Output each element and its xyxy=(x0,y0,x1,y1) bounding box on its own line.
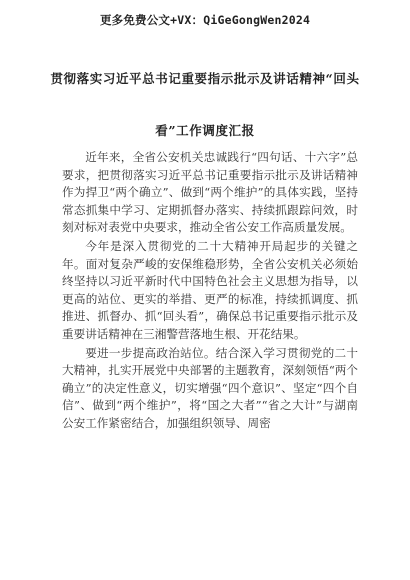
paragraph-2: 今年是深入贯彻党的二十大精神开局起步的关键之年。面对复杂严峻的安保维稳形势，全省公安机关必须始终坚持以习近平新时代中国特色社会主义思想为指导，以更高的站位、更实的举措、更严的标准，持续抓调度、抓推进、抓督办、抓“回头看”，确保总书记重要指示批示及重要讲话精神在三湘警营落地生根、开花结果。 xyxy=(62,238,358,341)
paragraph-3: 要进一步提高政治站位。结合深入学习贯彻党的二十大精神，扎实开展党中央部署的主题教育，深刻领悟“两个确立”的决定性意义，切实增强“四个意识”、坚定“四个自信”、做到“两个维护”，将“国之大者”“省之大计”与湖南公安工作紧密结合，加强组织领导、周密 xyxy=(62,345,358,430)
paragraph-1: 近年来，全省公安机关忠诚践行“四句话、十六字”总要求，把贯彻落实习近平总书记重要指示批示及讲话精神作为捍卫“两个确立”、做到“两个维护”的具体实践，坚持常态抓集中学习、定期抓督办落实、持续抓跟踪问效，时刻对标对表党中央要求，推动全省公安工作高质量发展。 xyxy=(62,150,358,235)
document-title-line-2: 看”工作调度汇报 xyxy=(155,123,255,138)
document-body xyxy=(62,149,358,433)
header-watermark-text: 更多免费公文+VX：QiGeGongWen2024 xyxy=(99,13,311,27)
document-title-line-1: 贯彻落实习近平总书记重要指示批示及讲话精神“回头 xyxy=(50,71,360,86)
